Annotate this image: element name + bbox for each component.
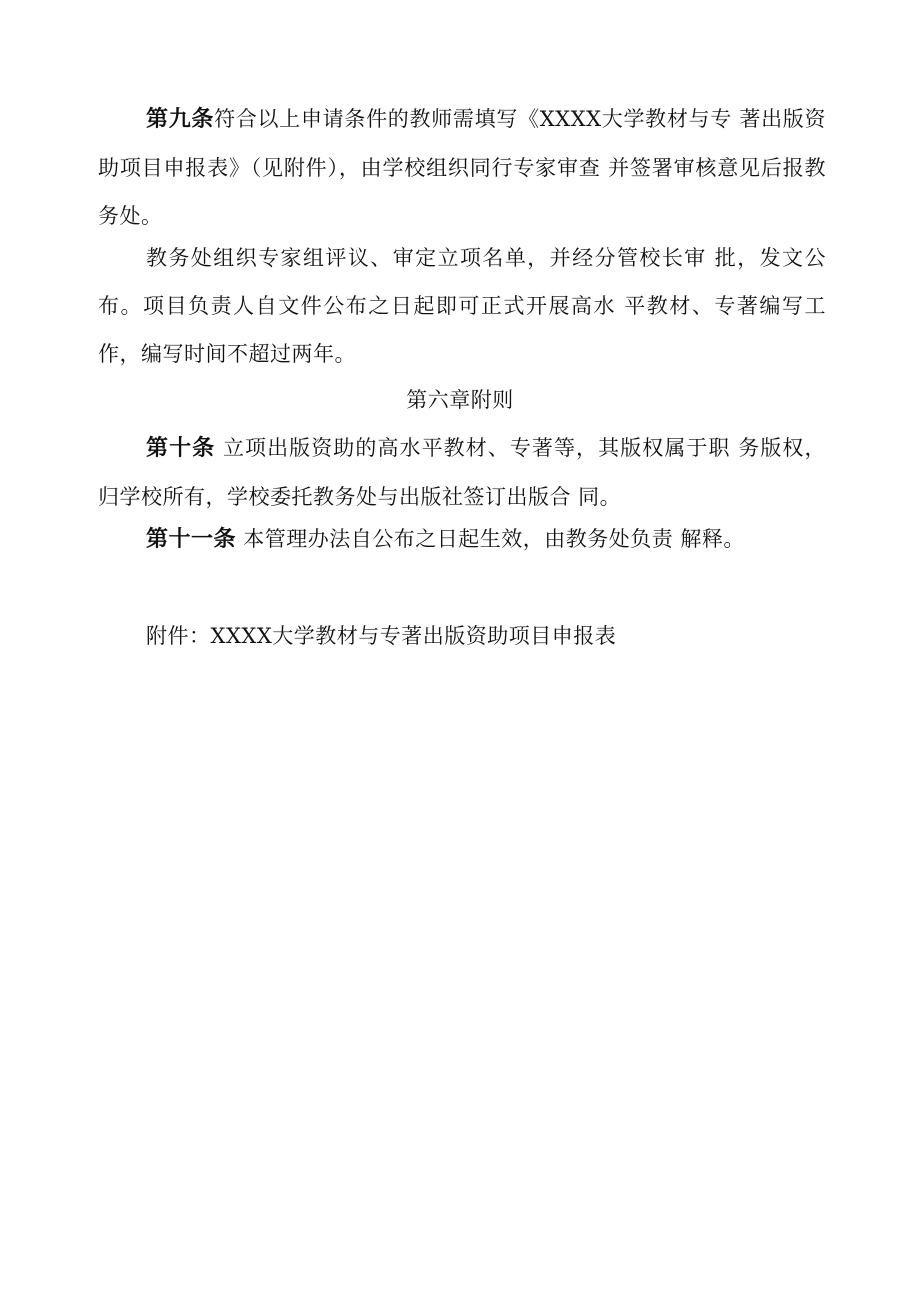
article-10-lead: 第十条 — [146, 436, 216, 461]
article-9-lead: 第九条 — [146, 107, 215, 132]
chapter-6-heading: 第六章附则 — [406, 388, 514, 412]
article-11-text: 本管理办法自公布之日起生效，由教务处负责 解释。 — [236, 527, 745, 551]
article-11-paragraph — [98, 515, 826, 564]
article-10-text: 立项出版资助的高水平教材、专著等，其版权属于职 务版权，归学校所有，学校委托教务处与出版社签订出版合 同。 — [98, 436, 826, 509]
article-9-paragraph — [98, 95, 826, 240]
article-10-paragraph — [98, 424, 826, 521]
review-paragraph — [98, 234, 826, 378]
attachment-text: 附件：XXXX大学教材与专著出版资助项目申报表 — [146, 624, 617, 648]
attachment-line — [98, 612, 826, 660]
article-9-text: 符合以上申请条件的教师需填写《XXXX大学教材与专 著出版资助项目申报表》（见附件），由学校组织同行专家审查 并签署审核意见后报教务处。 — [98, 107, 826, 228]
review-text: 教务处组织专家组评议、审定立项名单，并经分管校长审 批，发文公布。项目负责人自文件公布之日起即可正式开展高水 平教材、专著编写工作，编写时间不超过两年。 — [98, 246, 826, 366]
article-11-lead: 第十一条 — [146, 527, 237, 552]
